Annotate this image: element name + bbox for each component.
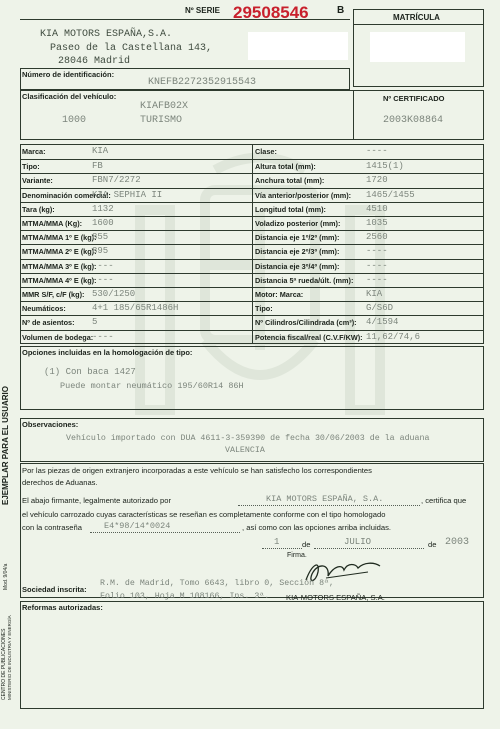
right-spec-row <box>252 216 484 231</box>
observations-label: Observaciones: <box>22 420 79 429</box>
right-spec-row <box>252 244 484 259</box>
left-spec-label: Volumen de bodega: <box>22 332 94 342</box>
left-spec-label: MTMA/MMA 4º E (kg): <box>22 275 97 285</box>
date-de-1: de <box>302 540 311 549</box>
serie-suffix: B <box>337 5 345 16</box>
serie-label: Nº SERIE <box>185 6 220 15</box>
statement-line-1: Por las piezas de origen extranjero incorporadas a este vehículo se han satisfecho los correspondientes <box>22 466 372 475</box>
left-spec-row <box>20 188 252 203</box>
right-spec-row <box>252 259 484 274</box>
left-spec-value: 1600 <box>92 218 114 228</box>
date-day: 1 <box>274 537 280 547</box>
statement-line-4: el vehículo carrozado cuyas características se reseñan es completamente conforme con el tipo homologado <box>22 510 386 519</box>
left-spec-row <box>20 159 252 174</box>
right-spec-value: 1720 <box>366 175 388 186</box>
right-spec-value: 4510 <box>366 203 388 214</box>
left-spec-row <box>20 287 252 302</box>
right-spec-label: Tipo: <box>255 304 273 314</box>
statement-line-5b: , así como con las opciones arriba incluidas. <box>242 523 391 532</box>
reformas-box <box>20 601 484 709</box>
options-label: Opciones incluidas en la homologación de tipo: <box>22 348 193 357</box>
inscrita-label: Sociedad inscrita: <box>22 585 87 594</box>
serie-number: 29508546 <box>233 3 309 22</box>
left-spec-value: 530/1250 <box>92 289 136 299</box>
right-spec-value: 1465/1455 <box>366 189 415 200</box>
statement-line-3b: , certifica que <box>421 496 467 505</box>
left-spec-label: MTMA/MMA (Kg): <box>22 219 83 228</box>
left-spec-label: Variante: <box>22 176 53 186</box>
reformas-label: Reformas autorizadas: <box>22 603 103 612</box>
left-spec-row <box>20 315 252 330</box>
left-spec-value: 1132 <box>92 203 114 214</box>
statement-line-5a: con la contraseña <box>22 523 82 532</box>
matricula-label: MATRÍCULA <box>393 13 440 22</box>
inscrita-company: KIA-MOTORS ESPAÑA, S.A. <box>286 593 385 602</box>
right-spec-row <box>252 330 484 345</box>
issuer-line-2: Paseo de la Castellana 143, <box>50 43 213 54</box>
side-label-model: Mod. 9/04/a <box>3 563 9 590</box>
right-spec-label: Distancia eje 2º/3º (mm): <box>255 247 340 257</box>
right-spec-row <box>252 287 484 302</box>
right-spec-label: Voladizo posterior (mm): <box>255 219 341 228</box>
right-spec-value: ---- <box>366 146 388 156</box>
right-spec-row <box>252 273 484 288</box>
options-line-2: Puede montar neumático 195/60R14 86H <box>60 381 244 391</box>
matricula-value-area <box>370 32 465 62</box>
right-spec-value: 1035 <box>366 218 388 228</box>
left-spec-value: KIA <box>92 146 109 156</box>
right-spec-value: 4/1594 <box>366 317 399 328</box>
right-spec-label: Altura total (mm): <box>255 162 316 172</box>
left-spec-value: FBN7/2272 <box>92 175 141 186</box>
statement-line-3a: El abajo firmante, legalmente autorizado por <box>22 496 172 505</box>
date-de-2: de <box>428 540 437 549</box>
right-spec-label: Anchura total (mm): <box>255 176 325 186</box>
right-spec-value: 11,62/74,6 <box>366 331 421 342</box>
right-spec-value: ---- <box>366 274 388 285</box>
left-spec-value: 5 <box>92 317 98 328</box>
left-spec-row <box>20 230 252 245</box>
left-spec-value: ---- <box>92 331 114 342</box>
right-spec-value: KIA <box>366 289 383 299</box>
left-spec-value: KIA SEPHIA II <box>92 189 163 200</box>
left-spec-label: Neumáticos: <box>22 304 66 314</box>
date-month: JULIO <box>344 537 372 547</box>
left-spec-label: MTMA/MMA 3º E (kg): <box>22 261 97 271</box>
right-spec-label: Potencia fiscal/real (C.V.F/KW): <box>255 332 363 342</box>
issuer-line-3: 28046 Madrid <box>58 56 131 67</box>
statement-company: KIA MOTORS ESPAÑA, S.A. <box>266 494 384 504</box>
right-spec-row <box>252 188 484 203</box>
classification-kind: TURISMO <box>140 115 183 126</box>
right-spec-label: Distancia eje 1º/2º (mm): <box>255 233 340 243</box>
left-spec-value: 4+1 185/65R1486H <box>92 303 179 314</box>
right-spec-row <box>252 159 484 174</box>
right-spec-value: ---- <box>366 246 388 257</box>
right-spec-row <box>252 145 484 159</box>
certificate-label: Nº CERTIFICADO <box>383 94 445 103</box>
right-spec-row <box>252 230 484 245</box>
left-spec-row <box>20 244 252 259</box>
side-label-ministry: MINISTERIO DE INDUSTRIA Y ENERGÍA <box>7 615 12 700</box>
statement-line-2: derechos de Aduanas. <box>22 478 98 487</box>
left-spec-row <box>20 202 252 217</box>
right-spec-label: Distancia eje 3º/4º (mm): <box>255 261 340 271</box>
left-spec-label: Nº de asientos: <box>22 318 75 328</box>
right-spec-row <box>252 202 484 217</box>
certificate-value: 2003K08864 <box>383 115 444 126</box>
right-spec-value: 2560 <box>366 232 388 243</box>
side-label-publisher: CENTRO DE PUBLICACIONES <box>1 628 7 700</box>
date-year: 2003 <box>445 537 470 548</box>
statement-contrasena: E4*98/14*0024 <box>104 521 171 531</box>
left-spec-label: Tipo: <box>22 162 40 172</box>
right-spec-label: Nº Cilindros/Cilindrada (cm³): <box>255 318 357 328</box>
right-spec-label: Vía anterior/posterior (mm): <box>255 190 352 200</box>
identification-value: KNEFB2272352915543 <box>148 77 257 88</box>
left-spec-value: ---- <box>92 260 114 271</box>
right-spec-value: 1415(1) <box>366 161 404 172</box>
left-spec-value: FB <box>92 161 103 172</box>
right-spec-row <box>252 301 484 316</box>
classification-number: 1000 <box>62 115 87 126</box>
right-spec-label: Distancia 5ª rueda/últ. (mm): <box>255 275 354 285</box>
left-spec-label: MMR S/F, c/F (kg): <box>22 290 85 299</box>
inscrita-line-1: R.M. de Madrid, Tomo 6643, libro 0, Sección 8ª, <box>100 579 335 588</box>
observations-line-1: Vehículo importado con DUA 4611-3-359390 de fecha 30/06/2003 de la aduana <box>66 434 430 443</box>
left-spec-row <box>20 173 252 188</box>
firma-label: Firma. <box>287 552 307 559</box>
right-spec-label: Clase: <box>255 147 277 156</box>
left-spec-label: MTMA/MMA 1º E (kg): <box>22 233 97 243</box>
classification-code: KIAFB02X <box>140 101 189 112</box>
serie-underline <box>20 19 350 20</box>
side-label-user-copy: EJEMPLAR PARA EL USUARIO <box>1 386 10 505</box>
classification-label: Clasificación del vehículo: <box>22 92 117 101</box>
left-spec-label: Marca: <box>22 147 46 156</box>
right-spec-row <box>252 315 484 330</box>
left-spec-row <box>20 216 252 231</box>
right-spec-value: G/S6D <box>366 303 394 314</box>
left-spec-value: ---- <box>92 274 114 285</box>
observations-line-2: VALENCIA <box>225 446 265 455</box>
right-spec-value: ---- <box>366 260 388 271</box>
left-spec-label: Tara (kg): <box>22 204 55 214</box>
left-spec-value: 855 <box>92 232 109 243</box>
options-line-1: (1) Con baca 1427 <box>44 367 136 377</box>
left-spec-row <box>20 330 252 345</box>
right-spec-row <box>252 173 484 188</box>
left-spec-label: MTMA/MMA 2º E (kg): <box>22 247 97 257</box>
redaction-box <box>248 32 348 60</box>
issuer-line-1: KIA MOTORS ESPAÑA,S.A. <box>40 29 173 40</box>
left-spec-row <box>20 301 252 316</box>
left-spec-label: Denominación comercial: <box>22 190 111 200</box>
left-spec-row <box>20 145 252 159</box>
identification-label: Número de identificación: <box>22 70 115 79</box>
left-spec-value: 895 <box>92 246 109 257</box>
right-spec-label: Motor: Marca: <box>255 290 304 299</box>
inscrita-line-2: Folio 103, Hoja M 108166, Ins. 3ª. <box>100 592 270 601</box>
right-spec-label: Longitud total (mm): <box>255 204 326 214</box>
left-spec-row <box>20 273 252 288</box>
left-spec-row <box>20 259 252 274</box>
